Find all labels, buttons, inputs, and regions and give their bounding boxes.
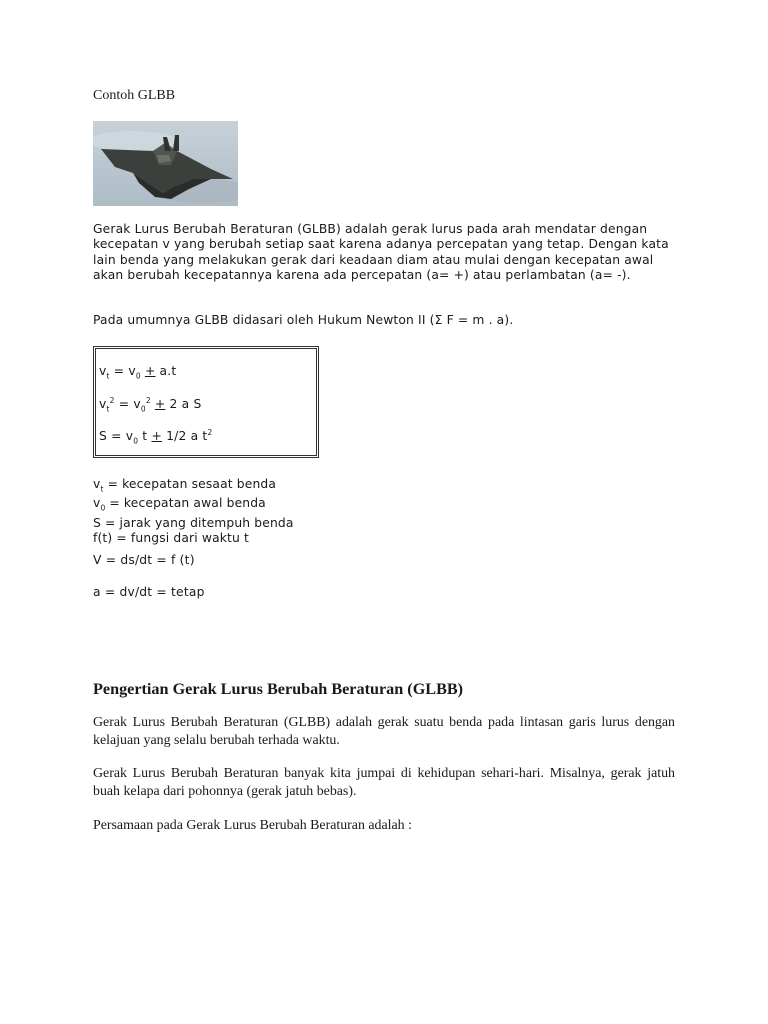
stealth-aircraft-photo: [93, 121, 238, 206]
formula-distance: $S = v_0$ t + 1/2 a $t^2$: [99, 428, 213, 446]
acceleration-equation: a = dv/dt = tetap: [93, 585, 205, 599]
example-paragraph: Gerak Lurus Berubah Beraturan banyak kita jumpai di kehidupan sehari-hari. Misalnya, gerak jatuh buah kelapa dari pohonnya (gerak jatuh bebas).: [93, 766, 675, 799]
definition-paragraph: Gerak Lurus Berubah Beraturan (GLBB) adalah gerak suatu benda pada lintasan garis lurus dengan kelajuan yang selalu berubah terhada waktu.: [93, 715, 675, 748]
newton-law-line: Pada umumnya GLBB didasari oleh Hukum Newton II (Σ F = m . a).: [93, 313, 514, 327]
definition-s: S = jarak yang ditempuh benda: [93, 515, 294, 530]
velocity-equation: V = ds/dt = f (t): [93, 553, 195, 567]
formula-velocity: $v_t = v_0 + a.t$: [99, 364, 177, 381]
definition-ft: f(t) = fungsi dari waktu t: [93, 530, 250, 545]
example-title: Contoh GLBB: [93, 88, 176, 103]
formula-velocity-squared: $v_t^2 = v_0^2 + 2$ a S: [99, 396, 202, 414]
equation-intro-paragraph: Persamaan pada Gerak Lurus Berubah Beraturan adalah :: [93, 818, 412, 833]
section-heading: Pengertian Gerak Lurus Berubah Beraturan (GLBB): [93, 680, 464, 698]
intro-paragraph: Gerak Lurus Berubah Beraturan (GLBB) adalah gerak lurus pada arah mendatar dengan kecepatan v yang berubah setiap saat karena adanya percepatan yang tetap. Dengan kata lain benda yang melakukan gerak dari keadaan diam atau mulai dengan kecepatan awal akan berubah kecepatannya karena ada percepatan (a= +) atau perlambatan (a= -).: [93, 222, 669, 282]
formula-box: [93, 346, 319, 458]
definitions-list: [93, 477, 294, 546]
definition-vt: $v_t$ = kecepatan sesaat benda: [93, 477, 277, 494]
definition-v0: $v_0$ = kecepatan awal benda: [93, 496, 266, 513]
